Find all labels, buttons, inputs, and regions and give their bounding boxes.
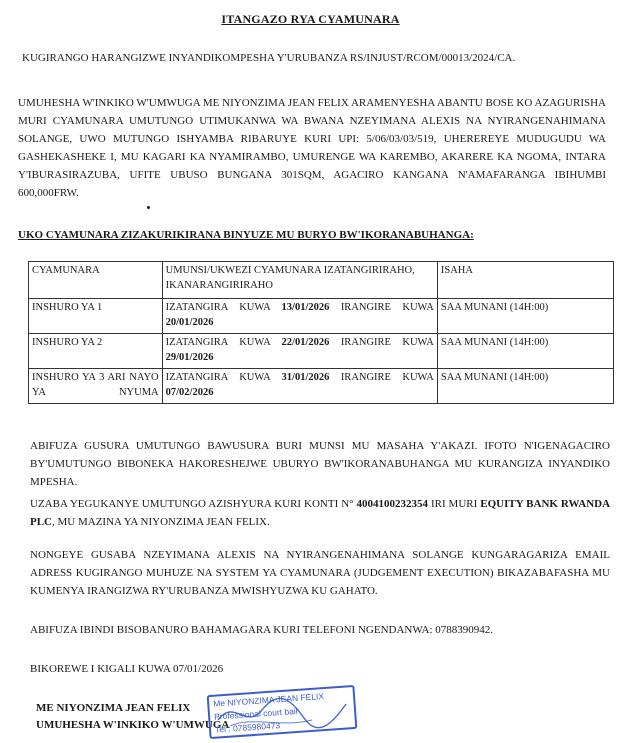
end-date: 07/02/2026: [165, 387, 214, 398]
document-title: ITANGAZO RYA CYAMUNARA: [221, 12, 400, 26]
intro-paragraph: UMUHESHA W'INKIKO W'UMWUGA ME NIYONZIMA JEAN FELIX ARAMENYESHA ABANTU BOSE KO AZAGURISHA MURI CYAMUNARA UMUTUNGO UTIMUKANWA WA BWANA NZEYIMANA ALEXIS NA NYIRANGENAHIMANA SOLANGE, UWO MUTUNGO ISHYAMBA RIBARUYE KURI UPI: 5/06/03/03/519, UHEREREYE MUDUGUDU WA GASHEKASHEKE I, MU KAGARI KA NYAMIRAMBO, UMURENGE WA KAREMBO, AKARERE KA NGOMA, INTARA Y'IBURASIRAZUBA, UFITE UBUSO BUNGANA 301SQM, AGACIRO KANGANA N'AMAFARANGA IBIHUMBI 600,000FRW.: [18, 97, 606, 199]
start-label: IZATANGIRA KUWA: [165, 302, 271, 313]
dates-line: [166, 300, 434, 315]
signatory-role: UMUHESHA W'INKIKO W'UMWUGA: [36, 719, 230, 731]
time-cell: SAA MUNANI (14H:00): [437, 369, 613, 404]
dates-cell: [162, 369, 437, 404]
account-number: 4004100232354: [356, 498, 428, 510]
bank-name: EQUITY BANK RWANDA PLC: [30, 498, 611, 528]
case-reference: KUGIRANGO HARANGIZWE INYANDIKOMPESHA Y'URUBANZA RS/INJUST/RCOM/00013/2024/CA.: [22, 52, 516, 64]
payment-text: , MU MAZINA YA NIYONZIMA JEAN FELIX.: [52, 516, 270, 528]
stamp-line: Professional court bail: [213, 705, 298, 722]
header-cell: UMUNSI/UKWEZI CYAMUNARA IZATANGIRIRAHO, IKANARANGIRIRAHO: [162, 262, 437, 299]
round-cell: INSHURO YA 3 ARI NAYO YA NYUMA: [29, 369, 163, 404]
start-date: 22/01/2026: [281, 337, 330, 348]
table-row: [29, 334, 614, 369]
time-cell: SAA MUNANI (14H:00): [437, 334, 613, 369]
payment-text: IRI MURI: [430, 498, 478, 510]
header-cell: ISAHA: [437, 262, 613, 299]
dates-cell: [162, 334, 437, 369]
auction-schedule-table: [28, 261, 614, 404]
table-row: [29, 299, 614, 334]
start-date: 13/01/2026: [281, 302, 330, 313]
header-cell: CYAMUNARA: [29, 262, 163, 299]
end-date: 29/01/2026: [165, 352, 214, 363]
date-place-line: BIKOREWE I KIGALI KUWA 07/01/2026: [30, 663, 224, 675]
time-cell: SAA MUNANI (14H:00): [437, 299, 613, 334]
start-label: IZATANGIRA KUWA: [165, 372, 271, 383]
payment-text: UZABA YEGUKANYE UMUTUNGO AZISHYURA KURI KONTI N°: [30, 498, 354, 510]
end-date: 20/01/2026: [165, 317, 214, 328]
round-cell: INSHURO YA 1: [29, 299, 163, 334]
stamp-line: Tel : 0785980473: [214, 720, 281, 735]
visit-notice: ABIFUZA GUSURA UMUTUNGO BAWUSURA BURI MUNSI MU MASAHA Y'AKAZI. IFOTO N'IGENAGACIRO BY'UMUTUNGO BIBONEKA HAKORESHEJWE UBURYO BW'IKORANABUHANGA MU KURANGIZA INYANDIKO MPESHA.: [30, 440, 610, 488]
mid-label: IRANGIRE KUWA: [340, 337, 434, 348]
signature-scribble: [212, 690, 352, 736]
schedule-heading: UKO CYAMUNARA ZIZAKURIKIRANA BINYUZE MU BURYO BW'IKORANABUHANGA:: [18, 229, 474, 241]
mid-label: IRANGIRE KUWA: [340, 302, 434, 313]
start-label: IZATANGIRA KUWA: [165, 337, 271, 348]
mid-label: IRANGIRE KUWA: [340, 372, 434, 383]
dates-cell: [162, 299, 437, 334]
start-date: 31/01/2026: [281, 372, 330, 383]
table-header-row: [29, 262, 614, 299]
speck: [147, 206, 150, 209]
round-cell: INSHURO YA 2: [29, 334, 163, 369]
dates-line: [166, 370, 434, 385]
table-row: [29, 369, 614, 404]
system-notice: NONGEYE GUSABA NZEYIMANA ALEXIS NA NYIRANGENAHIMANA SOLANGE KUNGARAGARIZA EMAIL ADRESS KUGIRANGO MUHUZE NA SYSTEM YA CYAMUNARA (JUDGEMENT EXECUTION) BIKAZABAFASHA MU KUMENYA IRANGIZWA RY'URUBANZA MWISHYUZWA KU GAHATO.: [30, 549, 610, 597]
contact-line: ABIFUZA IBINDI BISOBANURO BAHAMAGARA KURI TELEFONI NGENDANWA: 0788390942.: [30, 624, 494, 636]
dates-line: [166, 335, 434, 350]
signatory-name: ME NIYONZIMA JEAN FELIX: [36, 702, 191, 714]
payment-notice: [30, 495, 610, 531]
stamp-line: Me NIYONZIMA JEAN FELIX: [212, 691, 325, 709]
